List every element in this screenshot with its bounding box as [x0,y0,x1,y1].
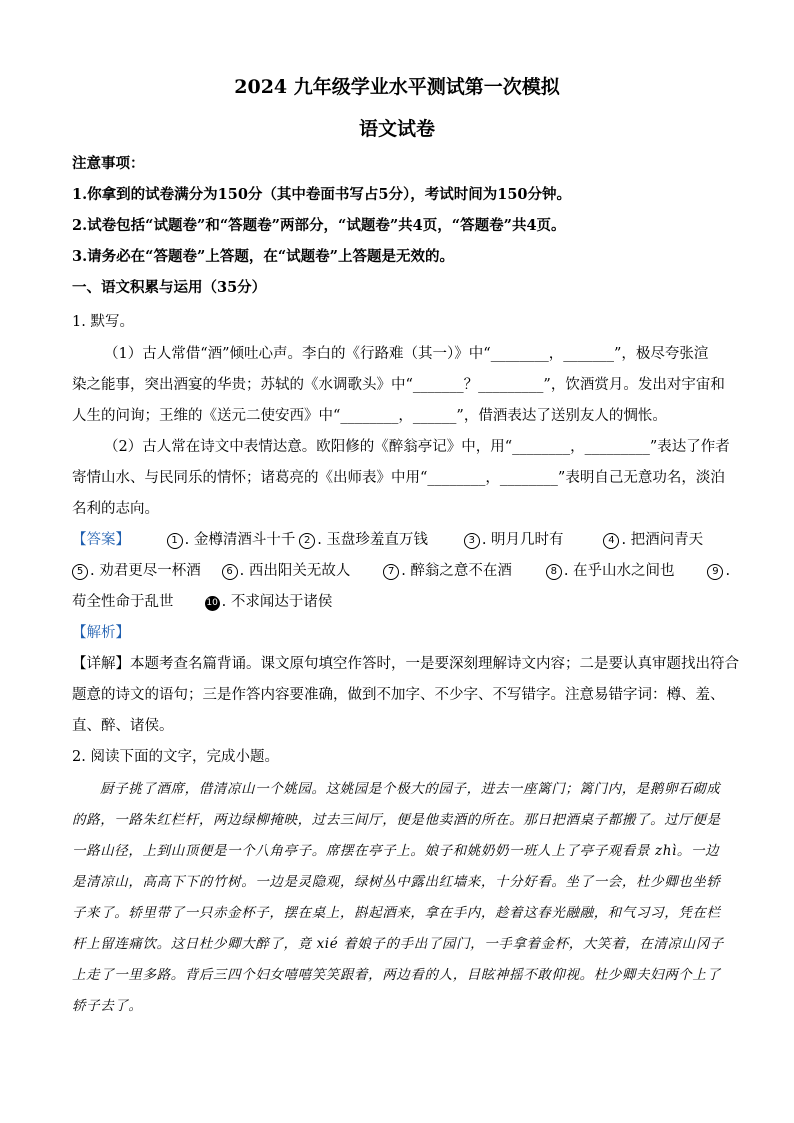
answer-item: 8 . 在乎山水之间也 [546,559,703,580]
answer-label: 【答案】 [72,532,130,548]
answer-row-1 [72,528,732,549]
notice-item-2: 2.试卷包括“试题卷”和“答题卷”两部分，“试题卷”共4页，“答题卷”共4页。 [72,217,566,234]
q1-part2-line-1: （2）古人常在诗文中表情达意。欧阳修的《醉翁亭记》中，用“________，_________”表达了作者 [104,439,730,455]
section-heading: 一、语文积累与运用（35分） [72,279,267,296]
q1-part2-line-3: 名利的志向。 [72,501,159,517]
question-1-label: 1. 默写。 [72,314,134,330]
question-2-label: 2. 阅读下面的文字，完成小题。 [72,749,279,765]
story-line-2: 的路，一路朱红栏杆，两边绿柳掩映，过去三间厅，便是他卖酒的所在。那日把酒桌子都搬了。过厅便是 [72,812,721,828]
q1-part1-line-1: （1）古人常借“酒”倾吐心声。李白的《行路难（其一）》中“________，_______”，极尽夸张渲 [104,346,709,362]
story-line-5: 子来了。轿里带了一只赤金杯子，摆在桌上，斟起酒来，拿在手内，趁着这春光融融，和气习习，凭在栏 [72,905,721,921]
notice-heading: 注意事项： [72,155,145,172]
detail-line-1: 【详解】本题考查名篇背诵。课文原句填空作答时，一是要深刻理解诗文内容；二是要认真审题找出符合 [72,656,739,672]
detail-line-3: 直、醉、诸侯。 [72,718,174,734]
notice-item-3: 3.请务必在“答题卷”上答题，在“试题卷”上答题是无效的。 [72,248,454,265]
story-line-4: 是清凉山，高高下下的竹树。一边是灵隐观，绿树丛中露出红墙来，十分好看。坐了一会，杜少卿也坐轿 [72,874,721,890]
answer-item: 9 . [707,563,730,580]
q1-part2-line-2: 寄情山水、与民同乐的情怀；诸葛亮的《出师表》中用“________，________”表明自己无意功名，淡泊 [72,470,725,486]
answer-row-3 [72,590,732,611]
story-line-1: 厨子挑了酒席，借清凉山一个姚园。这姚园是个极大的园子，进去一座篱门；篱门内，是鹅卵石砌成 [100,781,721,797]
story-line-3: 一路山径，上到山顶便是一个八角亭子。席摆在亭子上。娘子和姚奶奶一班人上了亭子观看景 zhì。一边 [72,843,720,859]
answer-item: 3 . 明月几时有 [464,528,599,549]
answer-item: 7 . 醉翁之意不在酒 [383,559,541,580]
answer-item: 4 . 把酒问青天 [603,528,703,549]
q1-part1-line-3: 人生的问询；王维的《送元二使安西》中“________，______”，借酒表达了送别友人的惆怅。 [72,408,667,424]
exam-title: 2024 九年级学业水平测试第一次模拟 [234,76,560,98]
story-line-6: 杆上留连痛饮。这日杜少卿大醉了，竟 xié 着娘子的手出了园门，一手拿着金杯，大笑着，在清凉山冈子 [72,936,724,952]
answer-item: 10 . 不求闻达于诸侯 [206,594,333,610]
answer-item: 2 . 玉盘珍羞直万钱 [299,528,459,549]
story-line-8: 轿子去了。 [72,998,143,1014]
story-line-7: 上走了一里多路。背后三四个妇女嘻嘻笑笑跟着，两边看的人，目眩神摇不敢仰视。杜少卿夫妇两个上了 [72,967,721,983]
answer-item: 5 . 劝君更尽一杯酒 [72,559,217,580]
answer-row-2 [72,559,732,580]
answer-item: 1 . 金樽清酒斗十千 [167,528,295,549]
detail-line-2: 题意的诗文的语句；三是作答内容要准确，做到不加字、不少字、不写错字。注意易错字词：樽、羞、 [72,687,725,703]
answer-item: 6 . 西出阳关无故人 [222,559,379,580]
notice-item-1: 1.你拿到的试卷满分为150分（其中卷面书写占5分），考试时间为150分钟。 [72,186,572,203]
answer-9-continued: 苟全性命于乱世 [72,594,174,610]
exam-subtitle: 语文试卷 [358,118,435,140]
analysis-label: 【解析】 [72,625,130,641]
q1-part1-line-2: 染之能事，突出酒宴的华贵；苏轼的《水调歌头》中“_______？_________”，饮酒赏月。发出对宇宙和 [72,377,725,393]
